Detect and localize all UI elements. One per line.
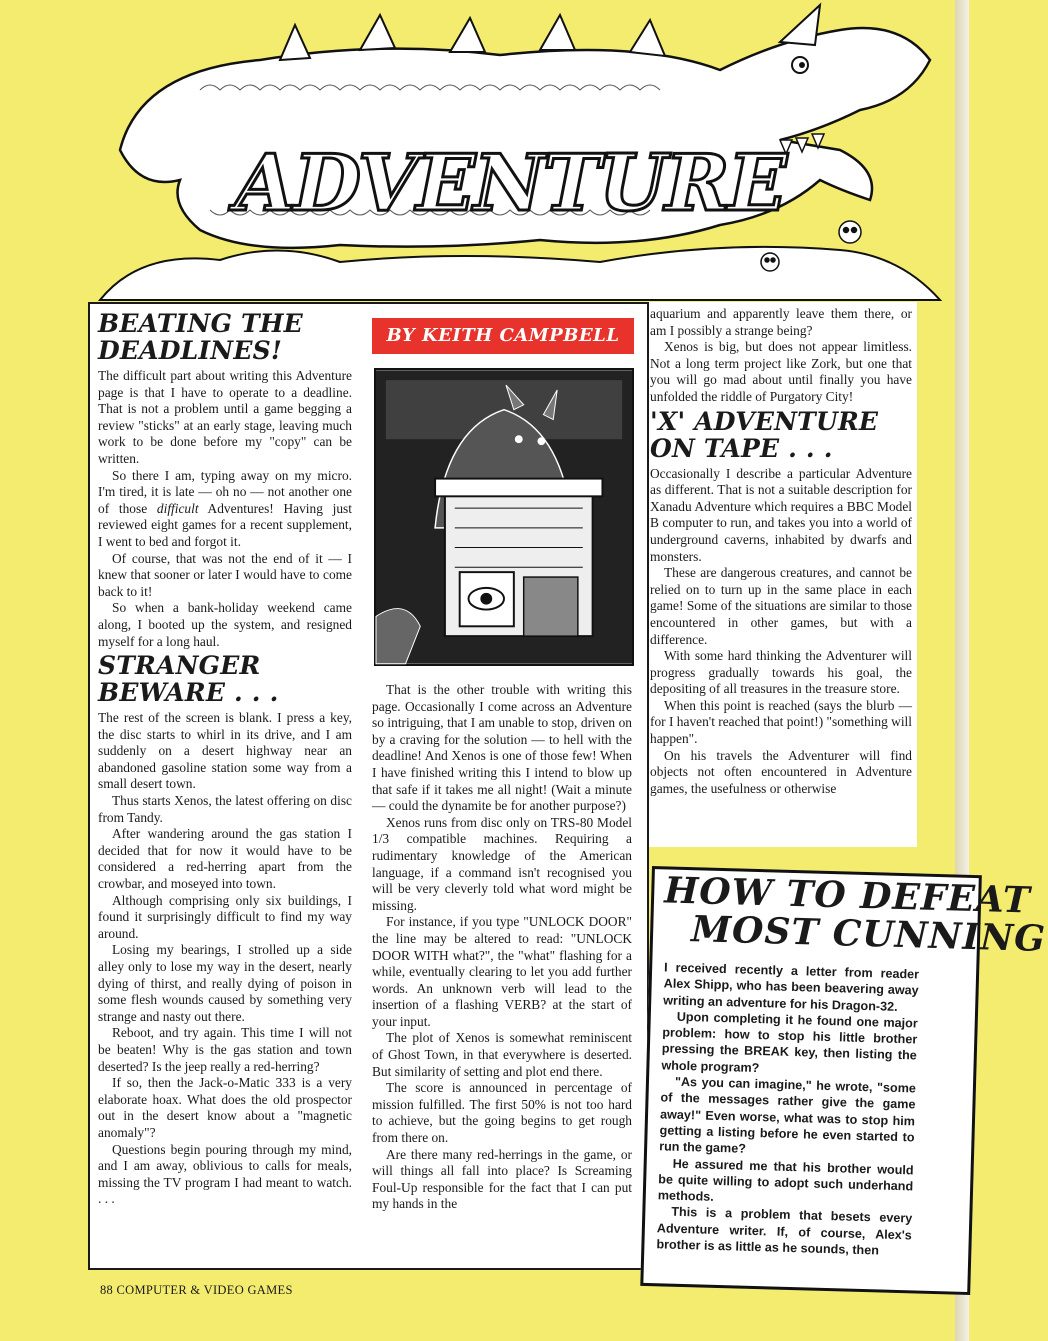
paragraph: So when a bank-holiday weekend came along, I booted up the system, and resigned myself for a long haul. [98, 600, 352, 649]
paragraph: The score is announced in percentage of mission fulfilled. The first 50% is not too hard to achieve, but the going begins to get rough from there on. [372, 1080, 632, 1146]
paragraph: With some hard thinking the Adventurer will progress gradually towards his goal, the depositing of all treasures in the treasure store. [650, 648, 912, 697]
page-footer: 88 COMPUTER & VIDEO GAMES [100, 1283, 293, 1297]
box-title: HOW TO DEFEAT MOST CUNNING [663, 869, 1047, 961]
paragraph: He assured me that his brother would be quite willing to adopt such underhand methods. [657, 1156, 914, 1205]
paragraph: For instance, if you type "UNLOCK DOOR" the line may be altered to read: "UNLOCK DOOR WITH what?", the "what" flashing for a while, eventually clearing to let you add further words. An unknown verb will lead to the insertion of a flashing VERB? at the start of your input. [372, 914, 632, 1029]
paragraph: Thus starts Xenos, the latest offering on disc from Tandy. [98, 793, 352, 825]
paragraph: So there I am, typing away on my micro. I'm tired, it is late — oh no — not another one of those difficult Adventures! Having just reviewed eight games for a recent supplement, I went to bed and forgot it. [98, 467, 352, 549]
paragraph: On his travels the Adventurer will find objects not often encountered in Adventure games, the usefulness or otherwise [650, 747, 912, 796]
paragraph: Occasionally I describe a particular Adventure as different. That is not a suitable description for Xanadu Adventure which requires a BBC Model B computer to run, and takes you into a world of underground caverns, inhabited by dwarfs and monsters. [650, 465, 912, 564]
paragraph: Xenos runs from disc only on TRS-80 Model 1/3 compatible machines. Requiring a rudimentary knowledge of the American language, if a command isn't recognised you will be very cleverly told what word might be missing. [372, 814, 632, 913]
column-3 [650, 306, 912, 797]
paragraph: The difficult part about writing this Adventure page is that I have to operate to a deadline. That is not a problem until a game begging a review "sticks" at an early stage, leaving much work to be done before my "copy" can be written. [98, 368, 352, 466]
paragraph: These are dangerous creatures, and cannot be relied on to turn up in the same place in each game! Some of the situations are similar to those encountered in other games, but with a difference. [650, 565, 912, 647]
box-body [656, 959, 919, 1259]
column-2 [372, 682, 632, 1213]
dragon-header-illustration [80, 0, 940, 305]
paragraph: Reboot, and try again. This time I will not be beaten! Why is the gas station and town deserted? Is the jeep really a red-herring? [98, 1025, 352, 1074]
sidebar-box-how-to-defeat [640, 866, 1047, 1295]
column-1 [98, 308, 352, 1208]
heading-stranger-beware: STRANGER BEWARE . . . [98, 651, 279, 708]
byline-badge: BY KEITH CAMPBELL [372, 318, 634, 354]
paragraph: Are there many red-herrings in the game, or will things all fall into place? Is Screaming Foul-Up responsible for the fact that I can put my hands in the [372, 1146, 632, 1212]
paragraph: Although comprising only six buildings, I found it surprisingly difficult to find my way around. [98, 892, 352, 941]
paragraph: That is the other trouble with writing this page. Occasionally I come across an Adventure so intriguing, that I am unable to stop, driven on by a craving for the solution — to hell with the deadline! And Xenos is one of those few! When I have finished writing this I intend to blow up that safe if it takes me all night! (Wait a minute — could the dynamite be for another purpose?) [372, 682, 632, 814]
heading-beating-the-deadlines: BEATING THE DEADLINES! [98, 309, 303, 365]
paragraph: This is a problem that besets every Adventure writer. If, of course, Alex's brother is as little as he sounds, then [656, 1205, 913, 1258]
heading-x-adventure-on-tape: 'X' ADVENTURE ON TAPE . . . [650, 406, 879, 463]
paragraph: "As you can imagine," he wrote, "some of the messages rather give the game away!" Even worse, what was to stop him getting a listing before he even started to run the game? [658, 1074, 917, 1156]
paragraph: Questions begin pouring through my mind, and I am away, oblivious to calls for meals, missing the TV program I had meant to watch. . . . [98, 1141, 352, 1207]
paragraph: aquarium and apparently leave them there, or am I possibly a strange being? [650, 306, 912, 338]
paragraph: After wandering around the gas station I decided that for now it would have to be considered a red-herring apart from the crowbar, and moseyed into town. [98, 826, 352, 892]
adventure-logo: ADVENTURE [234, 138, 786, 229]
paragraph: The plot of Xenos is somewhat reminiscent of Ghost Town, in that everywhere is deserted. But similarity of setting and plot end there. [372, 1030, 632, 1079]
paragraph: The rest of the screen is blank. I press a key, the disc starts to whirl in its drive, and I am suddenly on a desert highway near an abandoned gasoline station some way from a small desert town. [98, 710, 352, 792]
paragraph: I received recently a letter from reader Alex Shipp, who has been beavering away writing an adventure for his Dragon-32. [663, 960, 920, 1014]
xenos-monster-illustration [374, 368, 634, 666]
paragraph: When this point is reached (says the blurb — for I haven't reached that point!) "something will happen". [650, 697, 912, 747]
paragraph: Upon completing it he found one major problem: how to stop his little brother pressing the BREAK key, then listing the whole program? [661, 1009, 918, 1075]
paragraph: Of course, that was not the end of it — I knew that sooner or later I would have to come back to it! [98, 550, 352, 599]
paragraph: Xenos is big, but does not appear limitless. Not a long term project like Zork, but one that you will go mad about until finally you have unfolded the riddle of Purgatory City! [650, 339, 912, 404]
paragraph: If so, then the Jack-o-Matic 333 is a very elaborate hoax. What does the old prospector out in the desert know about a "magnetic anomaly"? [98, 1075, 352, 1140]
paragraph: Losing my bearings, I strolled up a side alley only to lose my way in the desert, nearly dying of thirst, and really dying of poison in some flesh wounds caused by something very strange and nasty out there. [98, 942, 352, 1024]
